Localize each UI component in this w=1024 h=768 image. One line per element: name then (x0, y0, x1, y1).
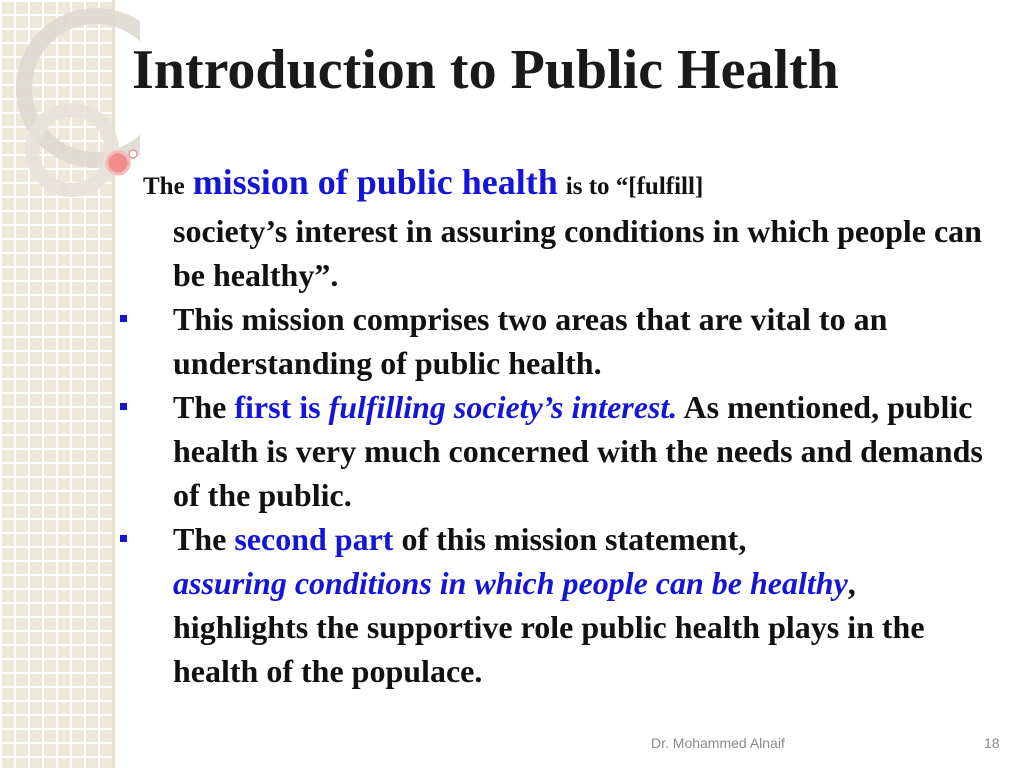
footer-page-number: 18 (984, 735, 1000, 751)
mission-highlight: mission of public health (192, 162, 558, 202)
square-bullet-icon (120, 403, 127, 410)
mission-rest: society’s interest in assuring conditions in which people can be healthy”. (173, 213, 982, 293)
second-mid: of this mission statement, (401, 521, 747, 557)
decorative-rings (0, 0, 140, 300)
bullet-item-second (120, 517, 1000, 693)
second-part: second part (234, 521, 394, 557)
square-bullet-icon (120, 535, 127, 542)
first-is: first is (234, 389, 321, 425)
mission-rest-first: is to “[fulfill] (565, 173, 704, 200)
slide-body (120, 160, 1000, 693)
bullet-item-first (120, 385, 1000, 517)
paragraph-mission (120, 160, 1000, 297)
square-bullet-icon (120, 315, 127, 322)
second-italic: assuring conditions in which people can be healthy (173, 565, 848, 601)
first-rest: As mentioned, public health is very much concerned with the needs and demands of the public. (173, 389, 983, 513)
page-title: Introduction to Public Health (132, 39, 839, 101)
bullet-item-two-areas (120, 297, 1000, 385)
two-areas-text: This mission comprises two areas that are vital to an understanding of public health. (173, 301, 888, 381)
second-comma: , (847, 565, 856, 601)
footer-author: Dr. Mohammed Alnaif (651, 735, 785, 751)
first-italic: fulfilling society’s interest. (328, 389, 678, 425)
second-rest: highlights the supportive role public health plays in the health of the populace. (173, 609, 925, 689)
first-the: The (173, 389, 227, 425)
small-ring-icon (129, 150, 137, 158)
the-word: The (143, 173, 185, 200)
second-the: The (173, 521, 227, 557)
